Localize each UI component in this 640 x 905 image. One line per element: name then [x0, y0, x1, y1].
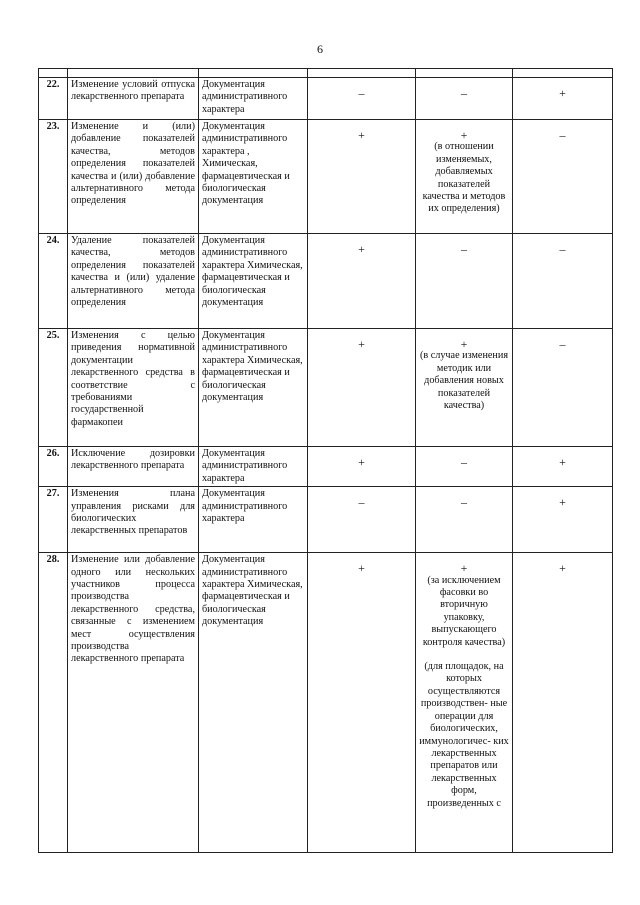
row-number: 25. [39, 329, 68, 447]
change-description: Изменение и (или) добавление показателей качества, методов определения показателей качества и (или) добавление альтернативного метода определения [68, 120, 199, 234]
mark-col3: – [559, 242, 566, 256]
mark-col2: – [461, 242, 467, 256]
mark-col3: – [559, 128, 566, 142]
row-number: 24. [39, 234, 68, 329]
change-description: Изменение условий отпуска лекарственного препарата [68, 78, 199, 120]
mark-col1: + [358, 242, 365, 256]
change-description: Изменения с целью приведения нормативной документации лекарственного средства в соответствие с требованиями государственной фармакопеи [68, 329, 199, 447]
row-number: 27. [39, 487, 68, 553]
mark-col2: – [461, 455, 467, 469]
table-row [39, 234, 613, 329]
mark-col2-note: (в отношении изменяемых, добавляемых показателей качества и методов их определения) [422, 141, 506, 215]
mark-col3: + [559, 455, 566, 469]
table-row [39, 78, 613, 120]
table-header-stub [39, 69, 613, 78]
mark-col2: + [460, 561, 468, 576]
documentation-type: Документация административного характера [199, 78, 308, 120]
documentation-type: Документация административного характера Химическая, фармацевтическая и биологическая документация [199, 553, 308, 853]
row-number: 26. [39, 447, 68, 487]
table-row [39, 120, 613, 234]
documentation-type: Документация административного характера , Химическая, фармацевтическая и биологическая документация [199, 120, 308, 234]
documentation-type: Документация административного характера [199, 447, 308, 487]
mark-col1: + [358, 561, 365, 576]
row-number: 23. [39, 120, 68, 234]
row-number: 28. [39, 553, 68, 853]
documentation-type: Документация административного характера [199, 487, 308, 553]
page-number: 6 [317, 42, 323, 56]
row-number: 22. [39, 78, 68, 120]
change-description: Удаление показателей качества, методов определения показателей качества и (или) удаление альтернативного метода определения [68, 234, 199, 329]
mark-col3: + [559, 495, 566, 510]
documentation-type: Документация административного характера Химическая, фармацевтическая и биологическая документация [199, 234, 308, 329]
mark-col2-note: (в случае изменения методик или добавления новых показателей качества) [419, 350, 509, 412]
mark-col1: + [358, 337, 365, 351]
mark-col2-note-2: (для площадок, на которых осуществляются производствен- ные операции для биологических, иммунологичес- ких лекарственных препаратов или лекарственных форм, произведенных с [419, 661, 509, 809]
variations-table [38, 68, 613, 853]
table-row [39, 553, 613, 853]
documentation-type: Документация административного характера Химическая, фармацевтическая и биологическая документация [199, 329, 308, 447]
mark-col2: – [461, 86, 467, 100]
mark-col1: + [358, 128, 365, 142]
mark-col2-note: (за исключением фасовки во вторичную упаковку, выпускающего контроля качества) [422, 574, 506, 648]
mark-col2: + [460, 337, 468, 351]
mark-col3: + [559, 86, 566, 100]
mark-col1: – [358, 86, 365, 100]
table-row [39, 487, 613, 553]
mark-col1: + [358, 455, 365, 469]
mark-col1: – [358, 495, 365, 510]
change-description: Исключение дозировки лекарственного препарата [68, 447, 199, 487]
mark-col2: + [460, 128, 468, 142]
table-row [39, 329, 613, 447]
change-description: Изменения плана управления рисками для биологических лекарственных препаратов [68, 487, 199, 553]
table-row [39, 447, 613, 487]
change-description: Изменение или добавление одного или нескольких участников процесса производства лекарственного средства, связанные с изменением мест осуществления производства лекарственного препарата [68, 553, 199, 853]
mark-col3: – [559, 337, 566, 351]
mark-col3: + [559, 561, 566, 576]
mark-col2: – [461, 495, 467, 510]
